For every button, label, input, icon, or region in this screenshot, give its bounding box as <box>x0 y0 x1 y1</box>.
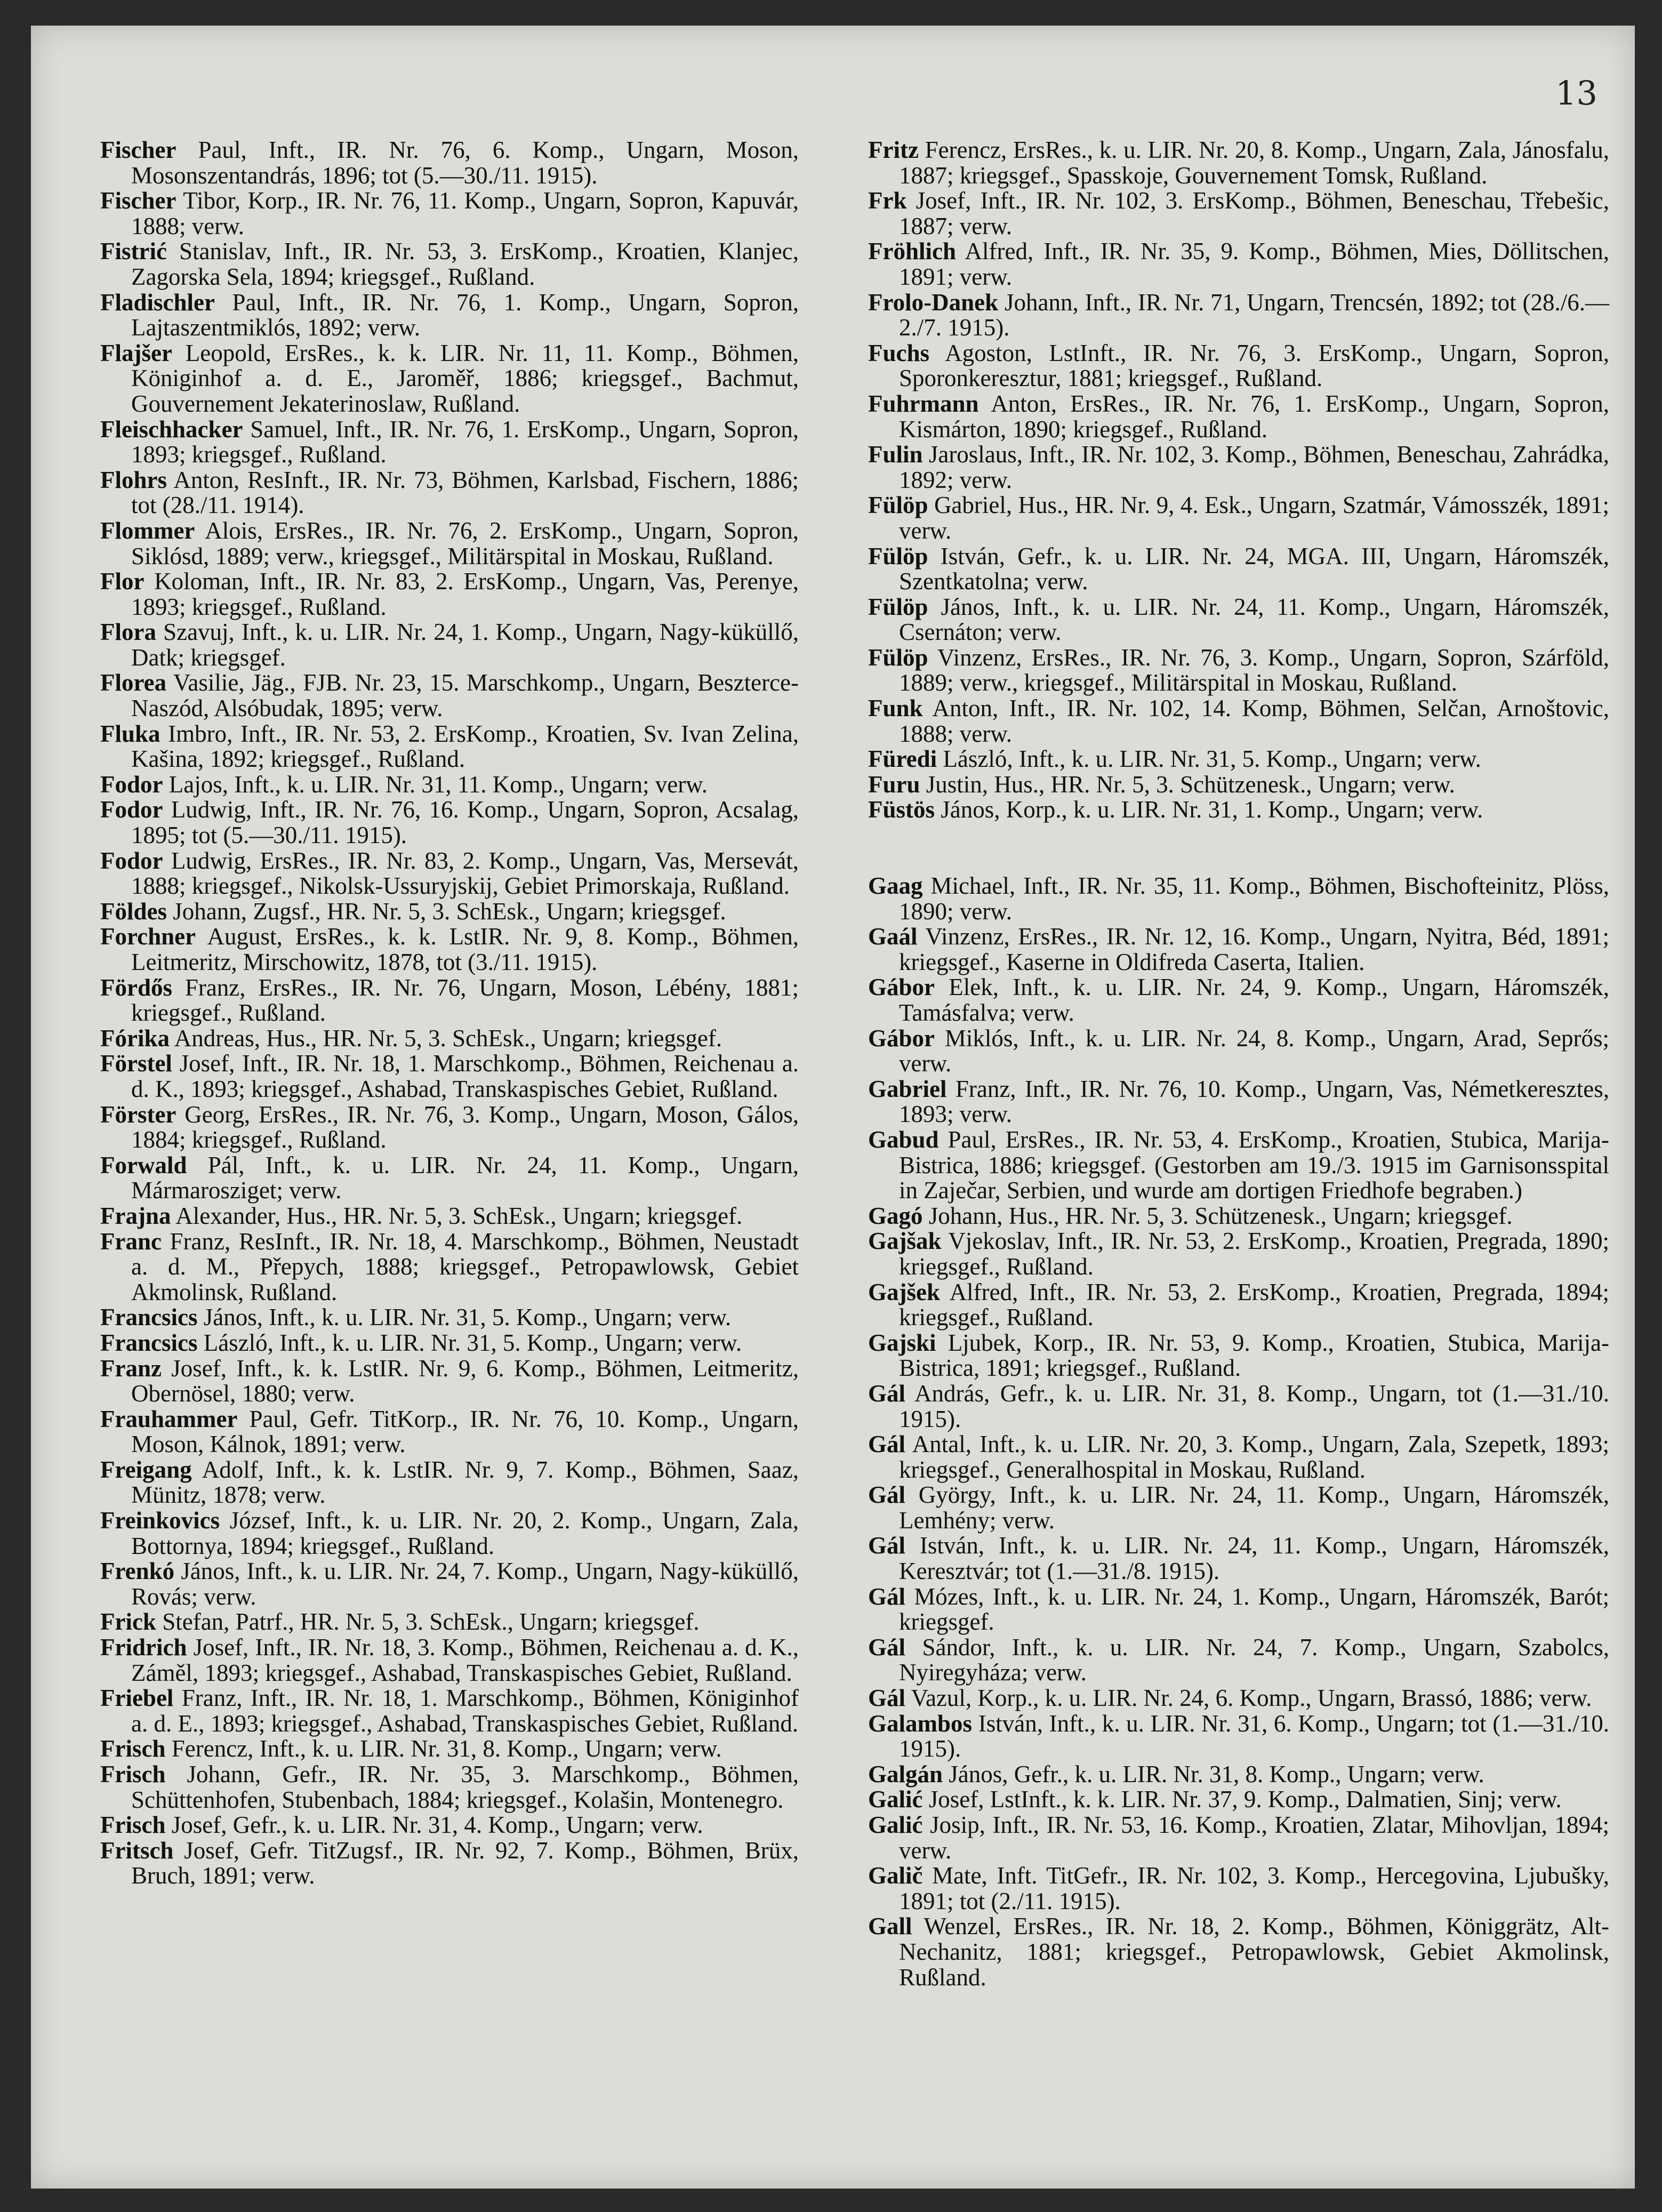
entry-surname: Frk <box>868 187 907 214</box>
entry-details: István, Inft., k. u. LIR. Nr. 24, 11. Komp., Ungarn, Háromszék, Keresztvár; tot (1.—31./8. 1915). <box>899 1532 1609 1585</box>
entry-details: Mate, Inft. TitGefr., IR. Nr. 102, 3. Komp., Hercegovina, Ljubušky, 1891; tot (2./11. 1915). <box>899 1862 1610 1914</box>
entry-surname: Gál <box>868 1431 906 1458</box>
entry-surname: Fórika <box>100 1024 170 1052</box>
entry-surname: Galambos <box>868 1710 973 1737</box>
right-column <box>868 138 1609 1990</box>
entry-surname: Gaál <box>868 923 918 950</box>
entry-surname: Gál <box>868 1685 906 1712</box>
entry-surname: Fulin <box>868 441 923 468</box>
entry-surname: Flommer <box>100 517 195 544</box>
entry-details: Josef, Inft., k. k. LstIR. Nr. 9, 6. Komp., Böhmen, Leitmeritz, Obernösel, 1880; verw. <box>131 1355 799 1407</box>
entry-surname: Frolo-Danek <box>868 288 999 316</box>
entry-details: Wenzel, ErsRes., IR. Nr. 18, 2. Komp., Böhmen, Königgrätz, Alt-Nechanitz, 1881; kriegsgef., Petropawlowsk, Gebiet Akmolinsk, Rußland. <box>899 1913 1609 1991</box>
list-entry <box>868 924 1609 975</box>
entry-surname: Frisch <box>100 1735 166 1762</box>
entry-details: Jaroslaus, Inft., IR. Nr. 102, 3. Komp., Böhmen, Beneschau, Zahrádka, 1892; verw. <box>899 441 1610 493</box>
entry-surname: Flor <box>100 568 144 595</box>
section-gap <box>868 823 1609 873</box>
entry-surname: Gajšek <box>868 1278 940 1305</box>
entry-details: István, Gefr., k. u. LIR. Nr. 24, MGA. III, Ungarn, Háromszék, Szentkatolna; verw. <box>899 542 1609 595</box>
entry-surname: Fodor <box>100 847 163 874</box>
entry-details: Josef, LstInft., k. k. LIR. Nr. 37, 9. Komp., Dalmatien, Sinj; verw. <box>928 1786 1562 1813</box>
entry-surname: Frisch <box>100 1761 166 1788</box>
list-entry <box>100 722 799 772</box>
list-entry <box>100 1762 799 1813</box>
entry-surname: Fritz <box>868 137 919 163</box>
document-page <box>31 26 1635 2189</box>
entry-surname: Franc <box>100 1228 162 1255</box>
list-entry <box>100 1635 799 1686</box>
list-entry <box>868 290 1609 341</box>
entry-surname: Friebel <box>100 1685 174 1712</box>
page-number: 13 <box>1555 74 1597 113</box>
entry-surname: Franz <box>100 1355 162 1382</box>
entry-surname: Fistrić <box>100 238 167 265</box>
entry-details: Anton, ResInft., IR. Nr. 73, Böhmen, Karlsbad, Fischern, 1886; tot (28./11. 1914). <box>131 466 799 519</box>
list-entry <box>868 1533 1609 1584</box>
entry-details: Stefan, Patrf., HR. Nr. 5, 3. SchEsk., Ungarn; kriegsgef. <box>162 1608 700 1636</box>
entry-details: Antal, Inft., k. u. LIR. Nr. 20, 3. Komp., Ungarn, Zala, Szepetk, 1893; kriegsgef., Generalhospital in Moskau, Rußland. <box>899 1431 1609 1483</box>
entry-surname: Flohrs <box>100 466 167 493</box>
entry-details: Paul, Inft., IR. Nr. 76, 6. Komp., Ungarn, Moson, Mosonszentandrás, 1896; tot (5.—30./11. 1915). <box>131 137 799 189</box>
entry-details: Agoston, LstInft., IR. Nr. 76, 3. ErsKomp., Ungarn, Sopron, Sporonkeresztur, 1881; kriegsgef., Rußland. <box>899 339 1609 392</box>
entry-details: Josef, Inft., IR. Nr. 18, 1. Marschkomp., Böhmen, Reichenau a. d. K., 1893; kriegsgef., Ashabad, Transkaspisches Gebiet, Rußland. <box>131 1050 799 1102</box>
entry-surname: Fuhrmann <box>868 390 979 417</box>
entry-details: Koloman, Inft., IR. Nr. 83, 2. ErsKomp., Ungarn, Vas, Perenye, 1893; kriegsgef., Rußland. <box>131 568 799 620</box>
entry-details: Anton, Inft., IR. Nr. 102, 14. Komp, Böhmen, Selčan, Arnoštovic, 1888; verw. <box>899 695 1609 747</box>
entry-surname: Gál <box>868 1633 906 1661</box>
list-entry <box>868 645 1609 696</box>
list-entry <box>100 290 799 341</box>
entry-details: Franz, ErsRes., IR. Nr. 76, Ungarn, Moson, Lébény, 1881; kriegsgef., Rußland. <box>131 974 799 1027</box>
entry-surname: Gaag <box>868 872 923 900</box>
entry-surname: Fülöp <box>868 593 928 620</box>
entry-surname: Fischer <box>100 137 176 163</box>
list-entry <box>100 899 799 925</box>
list-entry <box>100 468 799 518</box>
entry-details: Josef, Gefr. TitZugsf., IR. Nr. 92, 7. Komp., Böhmen, Brüx, Bruch, 1891; verw. <box>131 1837 799 1889</box>
list-entry <box>100 1457 799 1508</box>
list-entry <box>100 670 799 721</box>
list-entry <box>100 1305 799 1331</box>
list-entry <box>100 620 799 670</box>
list-entry <box>868 341 1609 391</box>
list-entry <box>868 1914 1609 1990</box>
list-entry <box>100 1407 799 1457</box>
entry-details: Paul, ErsRes., IR. Nr. 53, 4. ErsKomp., Kroatien, Stubica, Marija-Bistrica, 1886; kriegsgef. (Gestorben am 19./3. 1915 im Garnisonsspital in Zaječar, Serbien, und wurde am dortigen Friedhofe begraben.) <box>899 1126 1609 1204</box>
entry-details: Alfred, Inft., IR. Nr. 35, 9. Komp., Böhmen, Mies, Döllitschen, 1891; verw. <box>899 238 1609 290</box>
entry-details: Stanislav, Inft., IR. Nr. 53, 3. ErsKomp., Kroatien, Klanjec, Zagorska Sela, 1894; kriegsgef., Rußland. <box>131 238 799 290</box>
entry-surname: Förster <box>100 1101 176 1128</box>
entry-details: Vjekoslav, Inft., IR. Nr. 53, 2. ErsKomp., Kroatien, Pregrada, 1890; kriegsgef., Rußland. <box>899 1228 1610 1280</box>
entry-details: Johann, Inft., IR. Nr. 71, Ungarn, Trencsén, 1892; tot (28./6.—2./7. 1915). <box>899 288 1610 341</box>
list-entry <box>868 1229 1609 1279</box>
entry-details: János, Korp., k. u. LIR. Nr. 31, 1. Komp., Ungarn; verw. <box>941 796 1483 823</box>
entry-details: Mózes, Inft., k. u. LIR. Nr. 24, 1. Komp., Ungarn, Háromszék, Barót; kriegsgef. <box>899 1583 1609 1636</box>
entry-details: János, Gefr., k. u. LIR. Nr. 31, 8. Komp., Ungarn; verw. <box>949 1760 1484 1788</box>
list-entry <box>100 1229 799 1305</box>
entry-surname: Forchner <box>100 923 196 950</box>
entry-surname: Fördős <box>100 974 172 1001</box>
entry-details: Franz, Inft., IR. Nr. 18, 1. Marschkomp., Böhmen, Königinhof a. d. E., 1893; kriegsgef., Ashabad, Transkaspisches Gebiet, Rußland. <box>131 1685 799 1737</box>
entry-surname: Fülöp <box>868 492 928 519</box>
entry-surname: Funk <box>868 695 923 722</box>
list-entry <box>868 595 1609 645</box>
entry-details: Szavuj, Inft., k. u. LIR. Nr. 24, 1. Komp., Ungarn, Nagy-küküllő, Datk; kriegsgef. <box>131 619 799 671</box>
entry-surname: Gabud <box>868 1126 939 1153</box>
entry-surname: Furu <box>868 771 920 798</box>
entries-g <box>868 873 1609 1990</box>
list-entry <box>868 1204 1609 1229</box>
list-entry <box>868 797 1609 823</box>
entry-details: Vinzenz, ErsRes., IR. Nr. 12, 16. Komp., Ungarn, Nyitra, Béd, 1891; kriegsgef., Kaserne in Oldifreda Caserta, Italien. <box>899 923 1609 975</box>
list-entry <box>868 1813 1609 1863</box>
entries-f <box>868 138 1609 823</box>
entry-surname: Füstös <box>868 796 935 823</box>
entry-surname: Galić <box>868 1812 923 1838</box>
entry-details: Ludwig, Inft., IR. Nr. 76, 16. Komp., Ungarn, Sopron, Acsalag, 1895; tot (5.—30./11. 1915). <box>131 796 799 849</box>
entry-details: Justin, Hus., HR. Nr. 5, 3. Schützenesk., Ungarn; verw. <box>926 771 1455 798</box>
entry-details: Leopold, ErsRes., k. k. LIR. Nr. 11, 11. Komp., Böhmen, Königinhof a. d. E., Jaroměř, 1886; kriegsgef., Bachmut, Gouvernement Jekaterinoslaw, Rußland. <box>131 339 799 417</box>
entry-surname: Fleischhacker <box>100 415 243 443</box>
entry-details: Tibor, Korp., IR. Nr. 76, 11. Komp., Ungarn, Sopron, Kapuvár, 1888; verw. <box>131 187 799 239</box>
list-entry <box>100 1204 799 1229</box>
entry-details: Anton, ErsRes., IR. Nr. 76, 1. ErsKomp., Ungarn, Sopron, Kismárton, 1890; kriegsgef., Rußland. <box>899 390 1609 443</box>
list-entry <box>868 1280 1609 1331</box>
entry-details: Ludwig, ErsRes., IR. Nr. 83, 2. Komp., Ungarn, Vas, Mersevát, 1888; kriegsgef., Nikolsk-Ussuryjskij, Gebiet Primorskaja, Rußland. <box>131 847 799 900</box>
left-column <box>100 138 799 1889</box>
list-entry <box>868 442 1609 493</box>
entry-details: András, Gefr., k. u. LIR. Nr. 31, 8. Komp., Ungarn, tot (1.—31./10. 1915). <box>899 1380 1609 1432</box>
entry-details: August, ErsRes., k. k. LstIR. Nr. 9, 8. Komp., Böhmen, Leitmeritz, Mirschowitz, 1878, tot (3./11. 1915). <box>131 923 799 975</box>
entry-surname: Fritsch <box>100 1837 174 1864</box>
list-entry <box>100 1559 799 1609</box>
list-entry <box>868 1584 1609 1635</box>
entry-surname: Forwald <box>100 1151 187 1179</box>
list-entry <box>868 1787 1609 1813</box>
entry-surname: Fodor <box>100 796 163 823</box>
list-entry <box>868 696 1609 747</box>
list-entry <box>100 1813 799 1838</box>
entry-details: Pál, Inft., k. u. LIR. Nr. 24, 11. Komp., Ungarn, Mármarosziget; verw. <box>131 1151 799 1204</box>
list-entry <box>868 1863 1609 1914</box>
entry-surname: Fuchs <box>868 339 930 366</box>
entry-surname: Florea <box>100 669 167 696</box>
entry-surname: Fladischler <box>100 288 215 316</box>
list-entry <box>868 493 1609 543</box>
entry-details: Alfred, Inft., IR. Nr. 53, 2. ErsKomp., Kroatien, Pregrada, 1894; kriegsgef., Rußland. <box>899 1278 1609 1331</box>
list-entry <box>100 1026 799 1052</box>
entry-details: Michael, Inft., IR. Nr. 35, 11. Komp., Böhmen, Bischofteinitz, Plöss, 1890; verw. <box>899 872 1610 925</box>
entry-details: Sándor, Inft., k. u. LIR. Nr. 24, 7. Komp., Ungarn, Szabolcs, Nyiregyháza; verw. <box>899 1633 1610 1686</box>
list-entry <box>868 1482 1609 1533</box>
entry-details: Imbro, Inft., IR. Nr. 53, 2. ErsKomp., Kroatien, Sv. Ivan Zelina, Kašina, 1892; kriegsgef., Rußland. <box>131 720 799 773</box>
list-entry <box>868 1686 1609 1711</box>
entry-surname: Gajski <box>868 1329 936 1356</box>
entry-details: Ljubek, Korp., IR. Nr. 53, 9. Komp., Kroatien, Stubica, Marija-Bistrica, 1891; kriegsgef., Rußland. <box>899 1329 1610 1382</box>
entry-details: József, Inft., k. u. LIR. Nr. 20, 2. Komp., Ungarn, Zala, Bottornya, 1894; kriegsgef., Rußland. <box>131 1507 799 1559</box>
entry-surname: Flajšer <box>100 339 172 366</box>
entry-surname: Frauhammer <box>100 1405 238 1432</box>
list-entry <box>100 341 799 417</box>
list-entry <box>100 1102 799 1153</box>
entry-details: Vinzenz, ErsRes., IR. Nr. 76, 3. Komp., Ungarn, Sopron, Szárföld, 1889; verw., kriegsgef., Militärspital in Moskau, Rußland. <box>899 644 1610 696</box>
entry-details: Andreas, Hus., HR. Nr. 5, 3. SchEsk., Ungarn; kriegsgef. <box>174 1024 722 1052</box>
entry-surname: Fridrich <box>100 1634 187 1661</box>
list-entry <box>868 239 1609 290</box>
entry-details: László, Inft., k. u. LIR. Nr. 31, 5. Komp., Ungarn; verw. <box>203 1329 742 1356</box>
list-entry <box>100 975 799 1026</box>
entry-surname: Fischer <box>100 187 176 214</box>
entry-details: Ferencz, ErsRes., k. u. LIR. Nr. 20, 8. Komp., Ungarn, Zala, Jánosfalu, 1887; kriegsgef., Spasskoje, Gouvernement Tomsk, Rußland. <box>899 137 1610 189</box>
entry-details: Paul, Inft., IR. Nr. 76, 1. Komp., Ungarn, Sopron, Lajtaszentmiklós, 1892; verw. <box>131 288 799 341</box>
list-entry <box>100 417 799 468</box>
entry-details: János, Inft., k. u. LIR. Nr. 24, 7. Komp., Ungarn, Nagy-küküllő, Rovás; verw. <box>131 1558 799 1610</box>
entry-surname: Freigang <box>100 1456 192 1483</box>
list-entry <box>868 975 1609 1025</box>
list-entry <box>100 848 799 899</box>
entry-surname: Galgán <box>868 1760 943 1788</box>
entry-details: Alexander, Hus., HR. Nr. 5, 3. SchEsk., Ungarn; kriegsgef. <box>175 1202 743 1229</box>
list-entry <box>868 188 1609 239</box>
list-entry <box>868 1381 1609 1432</box>
entry-surname: Gabriel <box>868 1075 947 1102</box>
list-entry <box>100 518 799 569</box>
entry-surname: Gál <box>868 1583 906 1610</box>
entry-details: Lajos, Inft., k. u. LIR. Nr. 31, 11. Komp., Ungarn; verw. <box>168 771 708 798</box>
entry-surname: Frajna <box>100 1202 171 1229</box>
entry-surname: Galić <box>868 1786 923 1813</box>
entry-details: Samuel, Inft., IR. Nr. 76, 1. ErsKomp., Ungarn, Sopron, 1893; kriegsgef., Rußland. <box>131 415 799 468</box>
entry-surname: Francsics <box>100 1329 198 1356</box>
entry-details: Johann, Zugsf., HR. Nr. 5, 3. SchEsk., Ungarn; kriegsgef. <box>173 897 726 925</box>
list-entry <box>100 1508 799 1559</box>
entry-details: János, Inft., k. u. LIR. Nr. 24, 11. Komp., Ungarn, Háromszék, Csernáton; verw. <box>899 593 1609 646</box>
entry-surname: Földes <box>100 897 167 925</box>
entry-surname: Frenkó <box>100 1558 175 1585</box>
entry-surname: Francsics <box>100 1304 198 1331</box>
list-entry <box>868 1711 1609 1762</box>
entry-surname: Frick <box>100 1608 156 1636</box>
entry-details: János, Inft., k. u. LIR. Nr. 31, 5. Komp., Ungarn; verw. <box>203 1304 732 1331</box>
list-entry <box>100 1331 799 1356</box>
list-entry <box>868 138 1609 188</box>
entry-surname: Gál <box>868 1481 906 1509</box>
entry-details: Franz, Inft., IR. Nr. 76, 10. Komp., Ungarn, Vas, Németkeresztes, 1893; verw. <box>899 1075 1609 1128</box>
list-entry <box>100 1051 799 1102</box>
list-entry <box>868 1026 1609 1077</box>
entry-details: Vasilie, Jäg., FJB. Nr. 23, 15. Marschkomp., Ungarn, Beszterce-Naszód, Alsóbudak, 1895; verw. <box>131 669 799 722</box>
list-entry <box>100 1686 799 1736</box>
list-entry <box>868 1077 1609 1127</box>
list-entry <box>868 391 1609 442</box>
entry-surname: Förstel <box>100 1050 172 1077</box>
entry-surname: Gál <box>868 1380 906 1407</box>
list-entry <box>868 1635 1609 1686</box>
entry-surname: Gábor <box>868 974 935 1001</box>
entry-details: Josip, Inft., IR. Nr. 53, 16. Komp., Kroatien, Zlatar, Mihovljan, 1894; verw. <box>899 1812 1609 1864</box>
list-entry <box>100 1736 799 1762</box>
entry-details: Vazul, Korp., k. u. LIR. Nr. 24, 6. Komp., Ungarn, Brassó, 1886; verw. <box>911 1685 1592 1712</box>
entry-surname: Fülöp <box>868 644 928 671</box>
entry-details: Miklós, Inft., k. u. LIR. Nr. 24, 8. Komp., Ungarn, Arad, Seprős; verw. <box>899 1024 1609 1077</box>
list-entry <box>868 544 1609 595</box>
entry-surname: Fluka <box>100 720 160 747</box>
entry-details: István, Inft., k. u. LIR. Nr. 31, 6. Komp., Ungarn; tot (1.—31./10. 1915). <box>899 1710 1610 1762</box>
list-entry <box>100 1838 799 1889</box>
list-entry <box>868 1432 1609 1482</box>
list-entry <box>868 1127 1609 1204</box>
list-entry <box>868 1331 1609 1381</box>
entry-details: Johann, Gefr., IR. Nr. 35, 3. Marschkomp., Böhmen, Schüttenhofen, Stubenbach, 1884; kriegsgef., Kolašin, Montenegro. <box>131 1761 799 1813</box>
list-entry <box>100 1609 799 1635</box>
list-entry <box>100 797 799 848</box>
list-entry <box>868 772 1609 798</box>
entry-details: Alois, ErsRes., IR. Nr. 76, 2. ErsKomp., Ungarn, Sopron, Siklósd, 1889; verw., kriegsgef., Militärspital in Moskau, Rußland. <box>131 517 799 570</box>
entry-surname: Frisch <box>100 1812 166 1839</box>
list-entry <box>100 239 799 290</box>
list-entry <box>100 138 799 188</box>
entry-details: Josef, Gefr., k. u. LIR. Nr. 31, 4. Komp., Ungarn; verw. <box>171 1812 703 1839</box>
entry-details: Ferencz, Inft., k. u. LIR. Nr. 31, 8. Komp., Ungarn; verw. <box>171 1735 722 1762</box>
entry-surname: Fülöp <box>868 542 928 570</box>
entry-surname: Galič <box>868 1862 923 1889</box>
entry-details: László, Inft., k. u. LIR. Nr. 31, 5. Komp., Ungarn; verw. <box>943 746 1481 773</box>
entry-details: Josef, Inft., IR. Nr. 18, 3. Komp., Böhmen, Reichenau a. d. K., Záměl, 1893; kriegsgef., Ashabad, Transkaspisches Gebiet, Rußland. <box>131 1634 799 1686</box>
list-entry <box>100 569 799 620</box>
entry-details: Josef, Inft., IR. Nr. 102, 3. ErsKomp., Böhmen, Beneschau, Třebešic, 1887; verw. <box>899 187 1609 239</box>
list-entry <box>868 747 1609 772</box>
entry-details: Franz, ResInft., IR. Nr. 18, 4. Marschkomp., Böhmen, Neustadt a. d. M., Přepych, 1888; kriegsgef., Petropawlowsk, Gebiet Akmolinsk, Rußland. <box>131 1228 799 1305</box>
entry-surname: Gagó <box>868 1202 923 1229</box>
entry-surname: Gajšak <box>868 1228 942 1255</box>
entry-details: Elek, Inft., k. u. LIR. Nr. 24, 9. Komp., Ungarn, Háromszék, Tamásfalva; verw. <box>899 974 1609 1026</box>
list-entry <box>100 188 799 239</box>
entry-details: Adolf, Inft., k. k. LstIR. Nr. 9, 7. Komp., Böhmen, Saaz, Münitz, 1878; verw. <box>131 1456 799 1509</box>
list-entry <box>100 1356 799 1407</box>
entry-details: Gabriel, Hus., HR. Nr. 9, 4. Esk., Ungarn, Szatmár, Vámosszék, 1891; verw. <box>899 492 1609 544</box>
entry-surname: Flora <box>100 619 156 646</box>
entry-surname: Freinkovics <box>100 1507 220 1534</box>
list-entry <box>100 924 799 975</box>
entry-surname: Fröhlich <box>868 238 956 265</box>
entry-details: György, Inft., k. u. LIR. Nr. 24, 11. Komp., Ungarn, Háromszék, Lemhény; verw. <box>899 1481 1609 1534</box>
list-entry <box>868 1762 1609 1788</box>
entry-surname: Fodor <box>100 771 163 798</box>
entry-details: Georg, ErsRes., IR. Nr. 76, 3. Komp., Ungarn, Moson, Gálos, 1884; kriegsgef., Rußland. <box>131 1101 799 1153</box>
entry-surname: Gall <box>868 1913 912 1940</box>
list-entry <box>100 1153 799 1204</box>
entry-surname: Gál <box>868 1532 906 1559</box>
list-entry <box>868 873 1609 924</box>
entry-surname: Gábor <box>868 1024 935 1052</box>
entry-details: Paul, Gefr. TitKorp., IR. Nr. 76, 10. Komp., Ungarn, Moson, Kálnok, 1891; verw. <box>131 1405 799 1458</box>
entry-surname: Füredi <box>868 746 937 773</box>
list-entry <box>100 772 799 798</box>
entry-details: Johann, Hus., HR. Nr. 5, 3. Schützenesk., Ungarn; kriegsgef. <box>928 1202 1513 1229</box>
